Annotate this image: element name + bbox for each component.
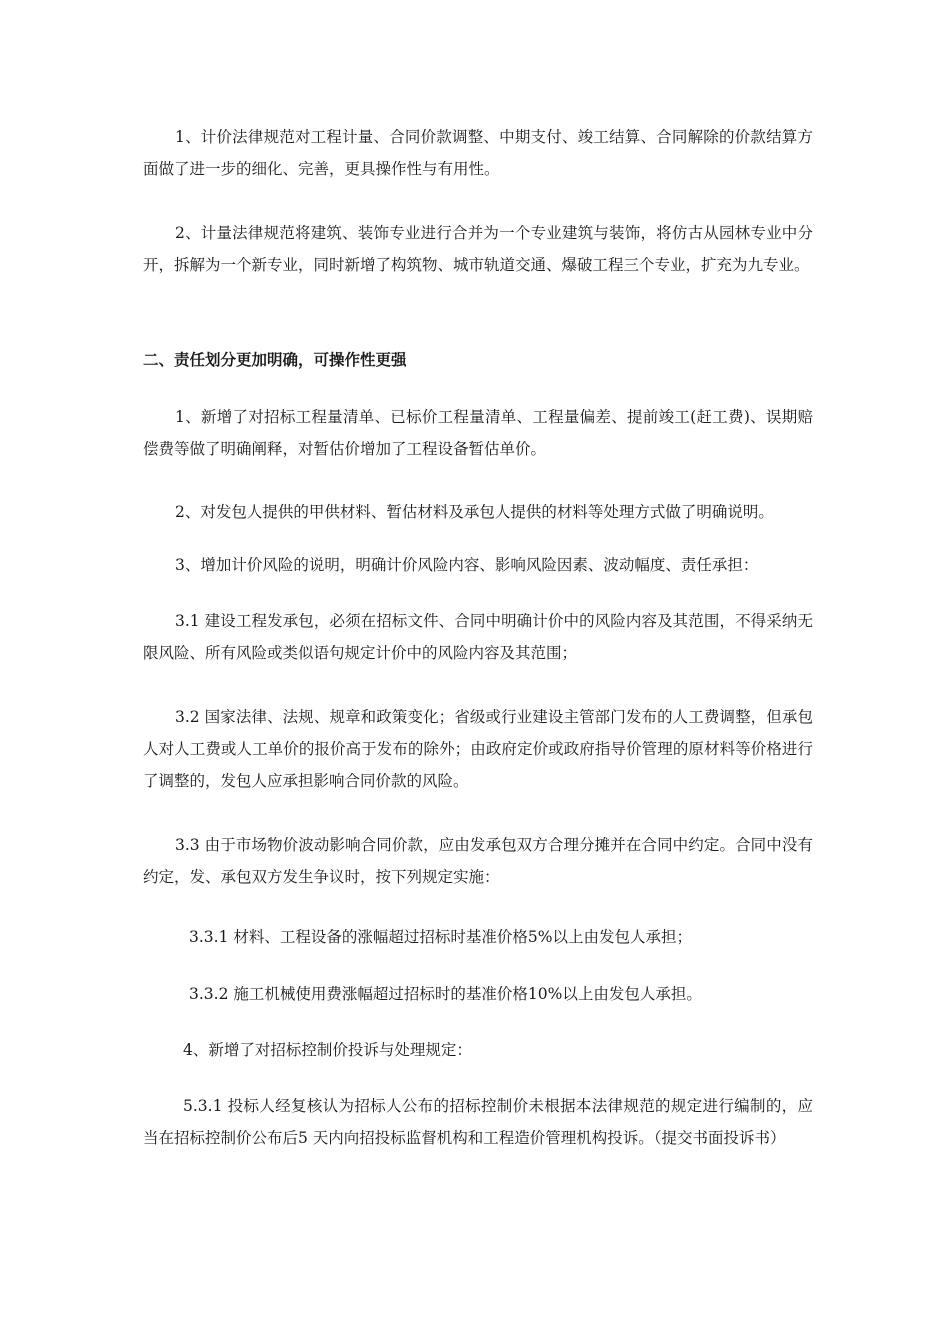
paragraph-10: 3.3.2 施工机械使用费涨幅超过招标时的基准价格10%以上由发包人承担。 — [189, 985, 702, 1003]
paragraph-2: 2、计量法律规范将建筑、装饰专业进行合并为一个专业建筑与装饰，将仿古从园林专业中分开，拆解为一个新专业，同时新增了构筑物、城市轨道交通、爆破工程三个专业，扩充为九专业。 — [143, 224, 813, 274]
paragraph-11: 4、新增了对招标控制价投诉与处理规定： — [183, 1041, 472, 1059]
paragraph-1: 1、计价法律规范对工程计量、合同价款调整、中期支付、竣工结算、合同解除的价款结算方面做了进一步的细化、完善，更具操作性与有用性。 — [143, 128, 813, 178]
paragraph-6: 3.1 建设工程发承包，必须在招标文件、合同中明确计价中的风险内容及其范围，不得采纳无限风险、所有风险或类似语句规定计价中的风险内容及其范围； — [143, 612, 813, 662]
paragraph-7: 3.2 国家法律、法规、规章和政策变化；省级或行业建设主管部门发布的人工费调整，但承包人对人工费或人工单价的报价高于发布的除外；由政府定价或政府指导价管理的原材料等价格进行了调整的，发包人应承担影响合同价款的风险。 — [143, 708, 813, 790]
paragraph-9: 3.3.1 材料、工程设备的涨幅超过招标时基准价格5%以上由发包人承担； — [189, 928, 692, 946]
paragraph-12: 5.3.1 投标人经复核认为招标人公布的招标控制价未根据本法律规范的规定进行编制的，应当在招标控制价公布后5 天内向招投标监督机构和工程造价管理机构投诉。（提交书面投诉书） — [143, 1097, 813, 1147]
paragraph-4: 2、对发包人提供的甲供材料、暂估材料及承包人提供的材料等处理方式做了明确说明。 — [175, 503, 774, 521]
paragraph-3: 1、新增了对招标工程量清单、已标价工程量清单、工程量偏差、提前竣工(赶工费)、误期赔偿费等做了明确阐释，对暂估价增加了工程设备暂估单价。 — [143, 408, 813, 458]
section-heading-2: 二、责任划分更加明确，可操作性更强 — [143, 351, 407, 369]
paragraph-8: 3.3 由于市场物价波动影响合同价款，应由发承包双方合理分摊并在合同中约定。合同中没有约定，发、承包双方发生争议时，按下列规定实施： — [143, 836, 813, 886]
paragraph-5: 3、增加计价风险的说明，明确计价风险内容、影响风险因素、波动幅度、责任承担： — [175, 556, 759, 574]
